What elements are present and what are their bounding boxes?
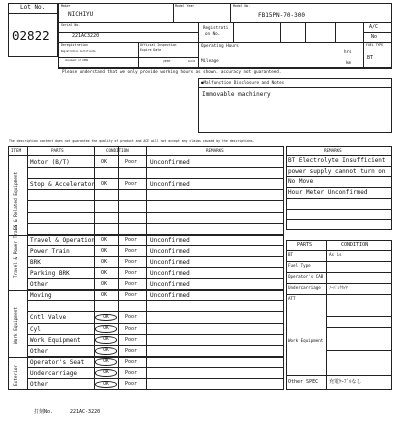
group-eg-label: EG & Related Equipment <box>14 171 19 230</box>
row-condition-ok: OK <box>101 159 108 165</box>
row-divider <box>27 256 284 257</box>
row-condition-poor: Poor <box>125 292 138 299</box>
year-label: year <box>163 59 171 63</box>
parts-row-part: ATT <box>288 296 296 301</box>
disclaimer: The description content does not guarantee the quality of product and ACE will not accept any claims caused by the descriptions. <box>9 139 255 143</box>
serial-label: Serial No. <box>61 23 81 27</box>
row-divider <box>27 323 284 324</box>
remarks-divider <box>286 187 392 188</box>
row-condition-ok: OK <box>101 236 108 243</box>
row-divider <box>27 234 284 235</box>
row-condition-poor: Poor <box>125 270 138 276</box>
parts-divider <box>286 375 392 376</box>
row-divider <box>27 245 284 246</box>
group-travel-label: Travel & Power Train <box>14 225 19 278</box>
remarks-divider <box>286 198 392 199</box>
row-remarks: Unconfirmed <box>150 292 190 300</box>
row-condition-ok: OK <box>101 258 108 265</box>
parts-row-part: Undercarriage <box>288 285 321 290</box>
row-part: BRK <box>30 258 41 266</box>
fuel-type-label: FUEL TYPE <box>366 43 384 47</box>
row-part: Stop & Accelerator <box>30 181 96 189</box>
malfunction-title: ●Malfunction Disclosure and Notes <box>201 80 285 85</box>
row-divider <box>27 167 284 168</box>
parts-divider <box>286 261 392 262</box>
row-condition-ok: OK <box>101 181 108 188</box>
serial-value: 221AC3220 <box>72 33 100 39</box>
row-divider <box>27 345 284 346</box>
row-condition-poor: Poor <box>125 258 138 265</box>
remarks-divider <box>286 166 392 167</box>
condition-ok-circle: OK <box>95 314 117 322</box>
row-remarks: Unconfirmed <box>150 159 190 166</box>
registration-label-1: Registrati <box>203 25 229 30</box>
row-part: Parking BRK <box>30 270 70 277</box>
row-part: Moving <box>30 292 52 300</box>
parts-panel-parts-header: PARTS <box>297 242 313 248</box>
row-condition-poor: Poor <box>125 347 138 354</box>
row-divider <box>27 356 284 357</box>
footer-value: 221AC-3220 <box>70 409 101 415</box>
row-divider <box>27 389 284 390</box>
month-label: month <box>188 60 196 63</box>
row-divider <box>27 212 284 213</box>
row-part: Other <box>30 381 49 388</box>
maker-label: Maker <box>61 4 71 8</box>
remarks-divider <box>286 155 392 156</box>
fuel-type-value: BT <box>367 55 374 61</box>
row-remarks: Unconfirmed <box>150 270 190 277</box>
parts-blank-divider <box>326 316 392 317</box>
parts-row-part: Fuel Type <box>288 263 311 268</box>
row-divider <box>27 300 284 301</box>
condition-ok-circle: OK <box>95 347 117 355</box>
cdma-document-label: document of CDMA <box>65 59 89 62</box>
row-divider <box>27 334 284 335</box>
parts-divider <box>286 294 392 295</box>
official-inspection-label: Official Inspection <box>140 43 177 47</box>
row-divider <box>27 178 284 179</box>
row-condition-poor: Poor <box>125 236 138 243</box>
group-work-label: Work Equipment <box>14 306 19 344</box>
remarks-header: REMARKS <box>206 148 224 153</box>
row-divider <box>27 378 284 379</box>
row-part: Travel & Operation <box>30 236 96 244</box>
parts-blank-divider <box>326 350 392 351</box>
row-condition-ok: OK <box>101 270 108 276</box>
remarks-line: Hour Meter Unconfirmed <box>288 189 368 197</box>
ac-value: No <box>371 34 378 40</box>
row-part: Operator's Seat <box>30 358 85 366</box>
registration-certificate-label: Registration Certificate <box>61 50 96 53</box>
condition-ok-circle: OK <box>95 325 117 333</box>
condition-ok-circle: OK <box>95 381 117 389</box>
parts-panel-condition-header: CONDITION <box>341 242 369 248</box>
row-condition-poor: Poor <box>125 247 138 254</box>
model-no-value: FB15PN-70-300 <box>258 12 305 19</box>
row-part: Other <box>30 347 49 355</box>
parts-header: PARTS <box>51 148 64 153</box>
other-spec-label: Other SPEC <box>288 379 319 385</box>
condition-ok-circle: OK <box>95 369 117 377</box>
row-divider <box>27 289 284 290</box>
remarks-divider <box>286 209 392 210</box>
parts-divider <box>286 250 392 251</box>
row-divider <box>27 189 284 190</box>
row-condition-poor: Poor <box>125 358 138 365</box>
remarks-panel-title: REMARKS <box>324 148 342 153</box>
row-divider <box>27 278 284 279</box>
parts-divider <box>286 283 392 284</box>
parts-blank-divider <box>326 327 392 328</box>
remarks-line: power supply cannot turn on <box>288 167 386 175</box>
row-condition-ok: OK <box>101 292 108 299</box>
row-remarks: Unconfirmed <box>150 247 190 255</box>
row-condition-ok: OK <box>101 281 108 288</box>
hours-note: Please understand that we only provide working hours as shown. accuracy not guaranteed. <box>62 69 282 74</box>
malfunction-text: Immovable machinery <box>202 91 271 98</box>
registration-label-2: on No. <box>205 31 221 36</box>
model-no-label: Model No. <box>233 4 251 8</box>
parts-divider <box>286 272 392 273</box>
row-part: Cyl <box>30 325 41 333</box>
expire-date-label: Expire Date <box>140 48 162 52</box>
row-condition-poor: Poor <box>125 159 138 165</box>
condition-ok-circle: OK <box>95 358 117 366</box>
row-divider <box>27 367 284 368</box>
row-condition-poor: Poor <box>125 381 138 387</box>
row-divider <box>27 223 284 224</box>
hrs-label: hrs <box>344 49 352 54</box>
row-condition-poor: Poor <box>125 369 138 376</box>
footer-label: 打刻No. <box>34 409 54 415</box>
row-part: Cntl Valve <box>30 314 67 322</box>
row-remarks: Unconfirmed <box>150 181 190 189</box>
item-header: ITEM <box>11 148 22 153</box>
row-condition-poor: Poor <box>125 281 138 288</box>
row-divider <box>27 311 284 312</box>
group-exterior-label: Exterior <box>14 364 19 386</box>
parts-row-part: Operator's CAB <box>288 274 324 279</box>
work-equipment-label: Work Equipment <box>288 338 324 343</box>
mileage-label: Mileage <box>201 58 219 63</box>
row-part: Power Train <box>30 247 70 255</box>
condition-ok-circle: OK <box>95 336 117 344</box>
row-part: Other <box>30 281 49 289</box>
km-label: km <box>346 60 352 65</box>
row-condition-poor: Poor <box>125 181 138 188</box>
lot-value: 02822 <box>12 28 50 43</box>
remarks-divider <box>286 176 392 177</box>
maker-value: NICHIYU <box>68 11 94 18</box>
remarks-line: BT Electrolyte Insufficient <box>288 157 386 164</box>
row-part: Undercarriage <box>30 369 77 377</box>
row-remarks: Unconfirmed <box>150 281 190 289</box>
row-condition-poor: Poor <box>125 314 138 321</box>
remarks-line: No Move <box>288 178 314 186</box>
ac-label: A/C <box>369 24 379 30</box>
row-part: Motor (B/T) <box>30 159 70 166</box>
row-divider <box>27 200 284 201</box>
parts-row-condition: As is <box>329 252 342 257</box>
row-remarks: Unconfirmed <box>150 236 190 244</box>
remarks-divider <box>286 219 392 220</box>
parts-row-condition: ﾉｰﾊﾟﾝｸﾀｲﾔ <box>329 285 348 290</box>
row-part: Work Equipment <box>30 336 81 344</box>
row-remarks: Unconfirmed <box>150 258 190 266</box>
deregistration-label: Deregistration <box>61 43 88 47</box>
parts-row-part: BT <box>288 252 294 257</box>
row-condition-poor: Poor <box>125 336 138 343</box>
other-spec-value: 充電ｹｰﾌﾞﾙなし <box>329 379 362 385</box>
row-divider <box>27 267 284 268</box>
condition-header: CONDITION <box>106 148 129 153</box>
row-condition-ok: OK <box>101 247 108 254</box>
model-year-label: Model Year <box>175 4 195 8</box>
lot-label: Lot No. <box>20 4 46 11</box>
operating-hours-label: Operating Hours <box>201 43 239 48</box>
row-condition-poor: Poor <box>125 325 138 332</box>
header-table <box>58 3 392 68</box>
